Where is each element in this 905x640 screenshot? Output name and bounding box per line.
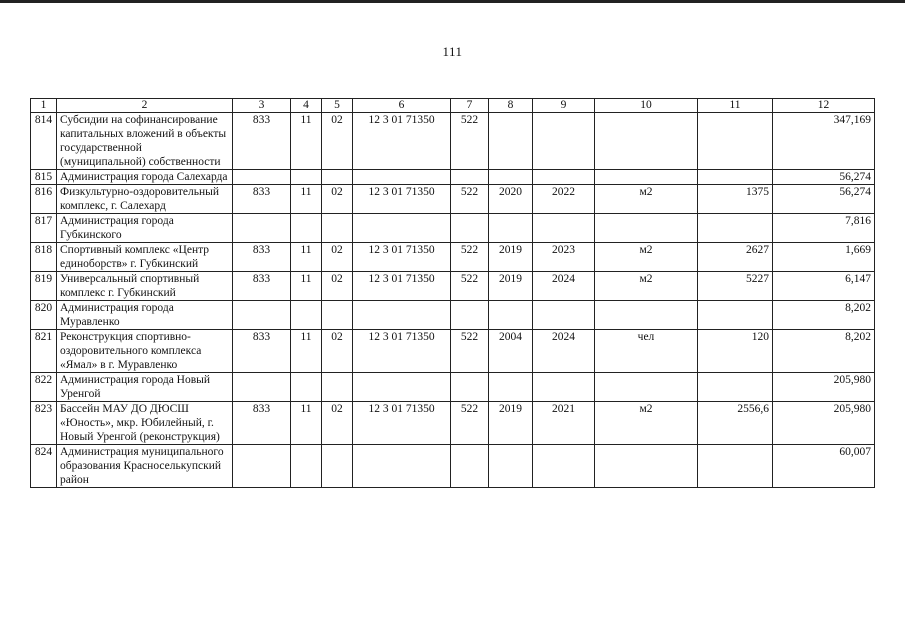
end-year — [533, 214, 595, 243]
start-year: 2019 — [489, 243, 533, 272]
subsection-code — [322, 373, 353, 402]
expense-type-code — [451, 445, 489, 488]
table-row — [31, 185, 875, 214]
section-code: 11 — [291, 330, 322, 373]
amount: 60,007 — [773, 445, 875, 488]
column-header: 3 — [233, 99, 291, 113]
subsection-code: 02 — [322, 402, 353, 445]
amount: 56,274 — [773, 185, 875, 214]
amount: 6,147 — [773, 272, 875, 301]
section-code: 11 — [291, 272, 322, 301]
table-row — [31, 301, 875, 330]
row-number: 816 — [31, 185, 57, 214]
end-year — [533, 113, 595, 170]
end-year: 2022 — [533, 185, 595, 214]
section-code: 11 — [291, 243, 322, 272]
section-code — [291, 214, 322, 243]
expense-type-code: 522 — [451, 243, 489, 272]
section-code — [291, 170, 322, 185]
column-header: 11 — [698, 99, 773, 113]
start-year: 2004 — [489, 330, 533, 373]
target-article-code — [353, 214, 451, 243]
column-header: 8 — [489, 99, 533, 113]
object-name: Субсидии на софинансирование капитальных вложений в объекты государственной (муниципальной) собственности — [57, 113, 233, 170]
capacity — [698, 214, 773, 243]
ministry-code — [233, 214, 291, 243]
end-year: 2024 — [533, 272, 595, 301]
row-number: 824 — [31, 445, 57, 488]
subsection-code — [322, 301, 353, 330]
target-article-code — [353, 445, 451, 488]
column-header: 5 — [322, 99, 353, 113]
unit — [595, 170, 698, 185]
capacity: 5227 — [698, 272, 773, 301]
end-year: 2024 — [533, 330, 595, 373]
start-year: 2019 — [489, 272, 533, 301]
subsection-code — [322, 445, 353, 488]
column-header: 9 — [533, 99, 595, 113]
row-number: 815 — [31, 170, 57, 185]
amount: 205,980 — [773, 402, 875, 445]
column-header: 4 — [291, 99, 322, 113]
table-row — [31, 402, 875, 445]
unit — [595, 113, 698, 170]
start-year — [489, 445, 533, 488]
expense-type-code — [451, 301, 489, 330]
ministry-code: 833 — [233, 402, 291, 445]
object-name: Администрация города Новый Уренгой — [57, 373, 233, 402]
ministry-code — [233, 170, 291, 185]
start-year — [489, 214, 533, 243]
object-name: Универсальный спортивный комплекс г. Губкинский — [57, 272, 233, 301]
section-code — [291, 301, 322, 330]
section-code: 11 — [291, 402, 322, 445]
unit — [595, 445, 698, 488]
expense-type-code: 522 — [451, 402, 489, 445]
end-year — [533, 301, 595, 330]
capacity — [698, 301, 773, 330]
table-row — [31, 243, 875, 272]
target-article-code — [353, 373, 451, 402]
unit — [595, 301, 698, 330]
ministry-code: 833 — [233, 272, 291, 301]
start-year — [489, 301, 533, 330]
unit — [595, 214, 698, 243]
end-year: 2021 — [533, 402, 595, 445]
ministry-code: 833 — [233, 330, 291, 373]
object-name: Администрация города Салехарда — [57, 170, 233, 185]
table-row — [31, 214, 875, 243]
object-name: Администрация муниципального образования Красноселькупский район — [57, 445, 233, 488]
row-number: 817 — [31, 214, 57, 243]
amount: 1,669 — [773, 243, 875, 272]
ministry-code — [233, 373, 291, 402]
table-body — [31, 113, 875, 488]
column-header: 2 — [57, 99, 233, 113]
row-number: 820 — [31, 301, 57, 330]
column-header: 10 — [595, 99, 698, 113]
table-row — [31, 445, 875, 488]
ministry-code — [233, 445, 291, 488]
ministry-code: 833 — [233, 113, 291, 170]
amount: 8,202 — [773, 330, 875, 373]
row-number: 818 — [31, 243, 57, 272]
subsection-code: 02 — [322, 185, 353, 214]
unit: м2 — [595, 272, 698, 301]
expense-type-code — [451, 170, 489, 185]
ministry-code: 833 — [233, 243, 291, 272]
end-year — [533, 445, 595, 488]
ministry-code: 833 — [233, 185, 291, 214]
expense-type-code — [451, 214, 489, 243]
unit — [595, 373, 698, 402]
table-row — [31, 272, 875, 301]
expense-type-code: 522 — [451, 185, 489, 214]
row-number: 814 — [31, 113, 57, 170]
amount: 205,980 — [773, 373, 875, 402]
amount: 347,169 — [773, 113, 875, 170]
budget-table — [30, 98, 875, 488]
row-number: 819 — [31, 272, 57, 301]
column-header: 7 — [451, 99, 489, 113]
target-article-code: 12 3 01 71350 — [353, 402, 451, 445]
amount: 56,274 — [773, 170, 875, 185]
section-code: 11 — [291, 185, 322, 214]
amount: 7,816 — [773, 214, 875, 243]
target-article-code — [353, 170, 451, 185]
page-number: 111 — [442, 44, 463, 59]
expense-type-code: 522 — [451, 272, 489, 301]
row-number: 821 — [31, 330, 57, 373]
start-year: 2019 — [489, 402, 533, 445]
capacity: 2556,6 — [698, 402, 773, 445]
target-article-code — [353, 301, 451, 330]
object-name: Реконструкция спортивно-оздоровительного комплекса «Ямал» в г. Муравленко — [57, 330, 233, 373]
start-year: 2020 — [489, 185, 533, 214]
section-code — [291, 445, 322, 488]
subsection-code: 02 — [322, 330, 353, 373]
expense-type-code: 522 — [451, 330, 489, 373]
end-year — [533, 373, 595, 402]
table-row — [31, 330, 875, 373]
table-row — [31, 113, 875, 170]
section-code: 11 — [291, 113, 322, 170]
target-article-code: 12 3 01 71350 — [353, 113, 451, 170]
target-article-code: 12 3 01 71350 — [353, 272, 451, 301]
target-article-code: 12 3 01 71350 — [353, 330, 451, 373]
capacity — [698, 373, 773, 402]
capacity — [698, 170, 773, 185]
capacity — [698, 445, 773, 488]
end-year: 2023 — [533, 243, 595, 272]
start-year — [489, 113, 533, 170]
table-row — [31, 170, 875, 185]
capacity: 120 — [698, 330, 773, 373]
top-border-line — [0, 0, 905, 3]
unit: м2 — [595, 243, 698, 272]
unit: чел — [595, 330, 698, 373]
ministry-code — [233, 301, 291, 330]
object-name: Физкультурно-оздоровительный комплекс, г. Салехард — [57, 185, 233, 214]
object-name: Спортивный комплекс «Центр единоборств» г. Губкинский — [57, 243, 233, 272]
amount: 8,202 — [773, 301, 875, 330]
object-name: Администрация города Губкинского — [57, 214, 233, 243]
column-header: 12 — [773, 99, 875, 113]
subsection-code: 02 — [322, 272, 353, 301]
unit: м2 — [595, 185, 698, 214]
expense-type-code — [451, 373, 489, 402]
target-article-code: 12 3 01 71350 — [353, 243, 451, 272]
object-name: Администрация города Муравленко — [57, 301, 233, 330]
section-code — [291, 373, 322, 402]
target-article-code: 12 3 01 71350 — [353, 185, 451, 214]
column-header: 6 — [353, 99, 451, 113]
unit: м2 — [595, 402, 698, 445]
subsection-code — [322, 170, 353, 185]
start-year — [489, 170, 533, 185]
expense-type-code: 522 — [451, 113, 489, 170]
subsection-code: 02 — [322, 243, 353, 272]
table-row — [31, 373, 875, 402]
capacity: 2627 — [698, 243, 773, 272]
end-year — [533, 170, 595, 185]
subsection-code — [322, 214, 353, 243]
row-number: 822 — [31, 373, 57, 402]
capacity: 1375 — [698, 185, 773, 214]
object-name: Бассейн МАУ ДО ДЮСШ «Юность», мкр. Юбилейный, г. Новый Уренгой (реконструкция) — [57, 402, 233, 445]
row-number: 823 — [31, 402, 57, 445]
subsection-code: 02 — [322, 113, 353, 170]
column-header: 1 — [31, 99, 57, 113]
header-row — [31, 99, 875, 113]
start-year — [489, 373, 533, 402]
capacity — [698, 113, 773, 170]
